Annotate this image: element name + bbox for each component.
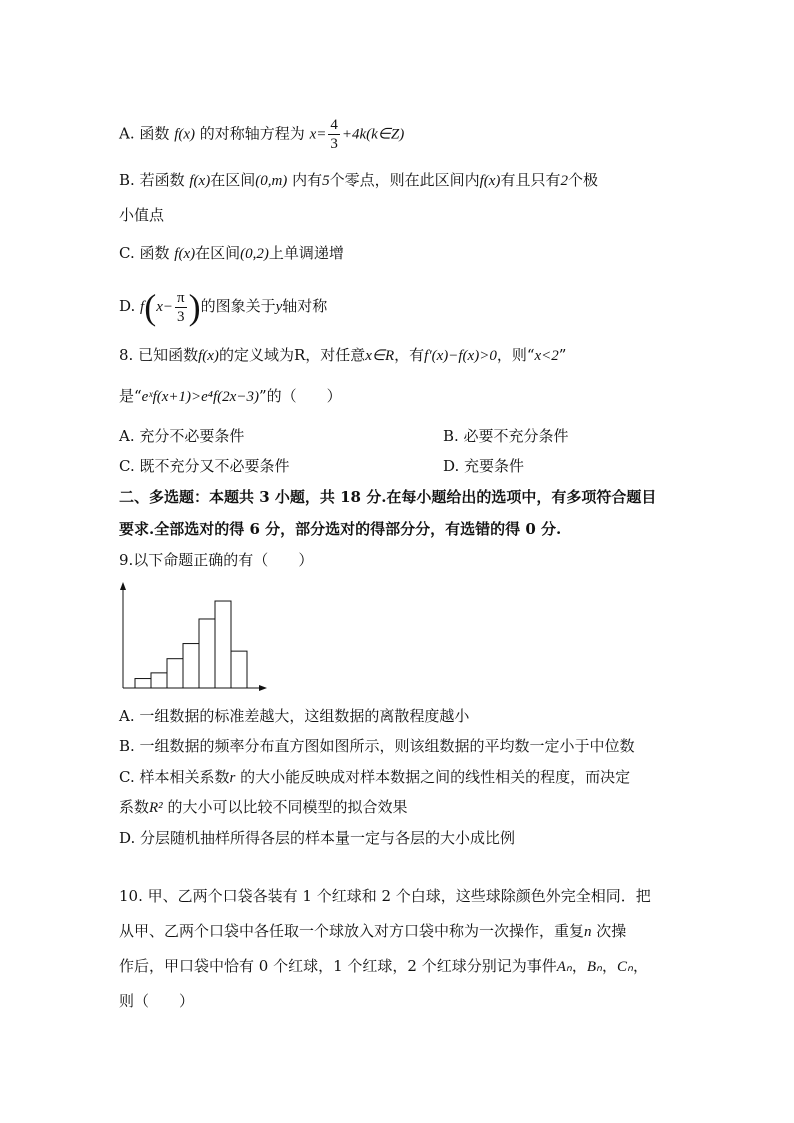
q8-stem-line1 [119, 345, 566, 366]
q10-line1: 10. 甲、乙两个口袋各装有 1 个红球和 2 个白球，这些球除颜色外完全相同．把 [119, 887, 651, 905]
fraction-4-3: $\frac{4}{3}$ [330, 117, 338, 152]
q9-option-b: B. 一组数据的频率分布直方图如图所示，则该组数据的平均数一定小于中位数 [119, 737, 635, 755]
q8-option-b: B. 必要不充分条件 [443, 427, 569, 445]
option-label: D. [119, 297, 136, 315]
text: 函数 [139, 124, 170, 143]
math: f′(x)−f(x)>0 [424, 348, 497, 364]
histogram-bar-7 [231, 651, 247, 688]
text: 函数 [139, 244, 170, 262]
q10-line4: 则（ ） [119, 992, 195, 1010]
text: ，则“ [496, 346, 535, 364]
text: ” [558, 346, 567, 364]
section-2-line1: 二、多选题：本题共 3 小题，共 18 分.在每小题给出的选项中，有多项符合题目 [119, 488, 657, 506]
histogram-bar-4 [183, 644, 199, 688]
math-f: f [140, 299, 145, 315]
histogram-bar-5 [199, 619, 215, 688]
math: x∈R [365, 348, 395, 364]
histogram-bar-6 [215, 601, 231, 688]
q9-option-d: D. 分层随机抽样所得各层的样本量一定与各层的大小成比例 [119, 829, 516, 847]
histogram-chart [117, 582, 277, 694]
math-fx: f(x) [479, 173, 501, 189]
histogram-bar-1 [135, 679, 151, 688]
fraction-pi-3: $\frac{\pi}{3}$ [177, 289, 185, 325]
text: 的对称轴方程为 [199, 124, 305, 143]
option-label: B. [119, 171, 135, 189]
histogram-bar-3 [167, 659, 183, 688]
option-label: A. [119, 124, 135, 143]
text: 内有 [292, 171, 323, 189]
text: 个零点，则在此区间内 [329, 171, 480, 189]
text: 次操 [591, 922, 627, 940]
section-2-line2: 要求.全部选对的得 6 分，部分选对的得部分分，有选错的得 0 分. [119, 520, 562, 538]
math: 5 [322, 173, 330, 189]
math-interval: (0,m) [255, 173, 288, 189]
math-An: Aₙ [556, 959, 572, 975]
text: 的定义域为 [218, 346, 294, 364]
q8-option-a: A. 充分不必要条件 [119, 427, 245, 445]
text: 上单调递增 [268, 244, 344, 262]
q8-option-d: D. 充要条件 [443, 457, 525, 475]
text: ，对任意 [305, 346, 366, 364]
text: 系数 [119, 798, 150, 816]
text: 有且只有 [500, 171, 561, 189]
text: 在区间 [210, 171, 256, 189]
math-fx: f(x) [174, 246, 196, 262]
math-y: y [275, 299, 283, 315]
q8-option-c: C. 既不充分又不必要条件 [119, 457, 290, 475]
text: 的大小能反映成对样本数据之间的线性相关的程度，而决定 [235, 768, 631, 786]
q7-option-b-line2 [119, 205, 164, 225]
math: x<2 [534, 348, 559, 364]
text: 从甲、乙两个口袋中各任取一个球放入对方口袋中称为一次操作，重复 [119, 922, 585, 940]
text: 小值点 [119, 206, 165, 224]
q7-option-b-line1 [119, 170, 598, 191]
q10-line2 [119, 921, 626, 942]
math: eˣf(x+1)>e⁴f(2x−3) [141, 389, 259, 405]
text: 个极 [567, 171, 598, 189]
text: 的图象关于 [200, 297, 276, 315]
text: 已知函数 [138, 346, 199, 364]
math-r: r [229, 770, 236, 786]
math: 2 [560, 173, 568, 189]
q9-option-c-line2 [119, 797, 407, 818]
x-axis-arrow [259, 685, 267, 691]
y-axis-arrow [120, 582, 126, 590]
q8-stem-line2 [119, 386, 342, 407]
math-fx: f(x) [198, 348, 219, 364]
math-R: R [293, 346, 306, 364]
math-fx: f(x) [174, 126, 196, 143]
math: x− [156, 299, 173, 315]
question-number: 8. [119, 346, 134, 364]
text: 的大小可以比较不同模型的拟合效果 [162, 798, 408, 816]
q9-stem: 9.以下命题正确的有（ ） [119, 551, 314, 569]
option-label: C. [119, 244, 135, 262]
q7-option-c [119, 243, 344, 264]
q10-line3: 作后，甲口袋中恰有 0 个红球，1 个红球，2 个红球分别记为事件Aₙ，Bₙ，Cₙ， [119, 957, 649, 975]
text: 若函数 [139, 171, 185, 189]
q9-option-a: A. 一组数据的标准差越大，这组数据的离散程度越小 [119, 707, 470, 725]
q7-option-d: D. f(x− $\frac{\pi}{3}$ )的图象关于y轴对称 [119, 287, 328, 327]
q9-option-c-line1 [119, 767, 630, 788]
text: 在区间 [195, 244, 241, 262]
math: +4k(k∈Z) [341, 126, 405, 143]
q7-option-a: A. 函数 f(x) 的对称轴方程为 x= $\frac{4}{3}$ +4k(k∈Z) [119, 117, 405, 152]
text: 作后，甲口袋中恰有 0 个红球，1 个红球，2 个红球分别记为事件 [119, 957, 557, 975]
math-R2: R² [149, 800, 163, 816]
histogram-bar-2 [151, 673, 167, 688]
math-n: n [584, 924, 592, 940]
math-Cn: Cₙ [617, 959, 634, 975]
text: 轴对称 [282, 297, 328, 315]
math-interval: (0,2) [240, 246, 269, 262]
math-Bn: Bₙ [586, 959, 603, 975]
text: 是“ [119, 387, 142, 405]
text: ，有 [394, 346, 425, 364]
text: ”的（ ） [258, 387, 342, 405]
text: C. 样本相关系数 [119, 768, 230, 786]
math-fx: f(x) [189, 173, 211, 189]
